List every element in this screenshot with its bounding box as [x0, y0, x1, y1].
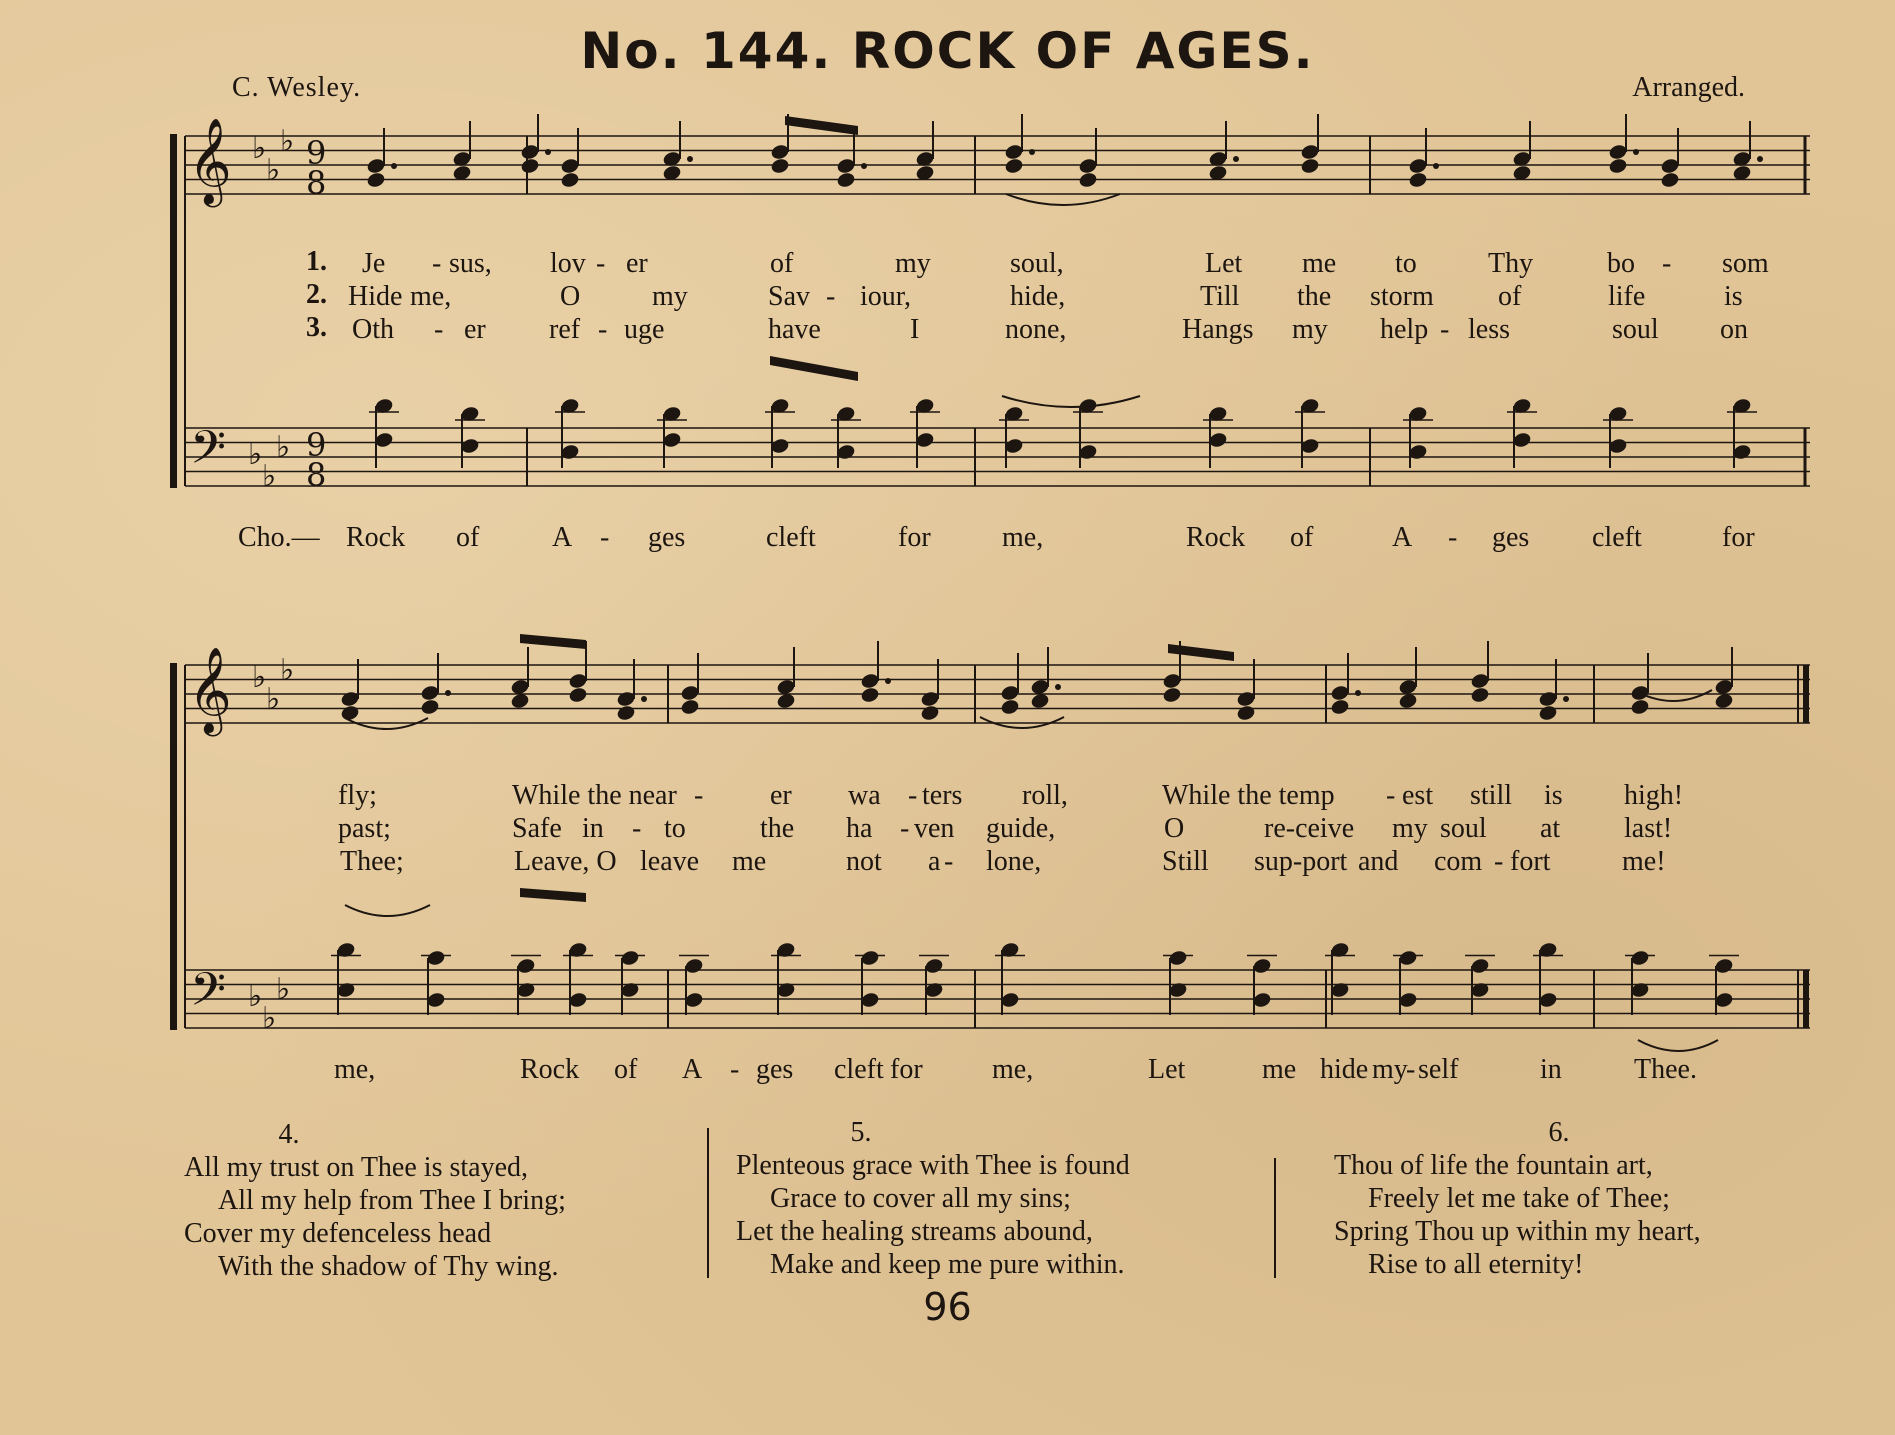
lyric-syllable: have: [768, 314, 821, 345]
note-head: [1408, 171, 1428, 189]
lyric-syllable: past;: [338, 813, 391, 844]
lyric-syllable: sus,: [449, 248, 492, 279]
note-head: [1630, 698, 1650, 716]
verse-number: 2.: [306, 279, 327, 310]
tie-slur: [1002, 396, 1140, 407]
lyric-syllable: -: [694, 780, 704, 811]
lyric-syllable: ges: [648, 522, 686, 553]
lyric-syllable: Hide: [348, 281, 403, 312]
note-head: [1300, 157, 1320, 175]
stanza-line: All my help from Thee I bring;: [218, 1185, 566, 1216]
lyric-syllable: -: [1662, 248, 1672, 279]
bass-clef-icon: 𝄢: [190, 963, 227, 1028]
flat-icon: ♭: [280, 653, 295, 688]
lyric-syllable: lov: [550, 248, 586, 279]
stanza-divider: [1274, 1158, 1276, 1278]
tie-slur: [1006, 194, 1120, 205]
lyric-line: [0, 813, 1895, 847]
lyric-line: [0, 522, 1895, 556]
tie-slur: [1638, 1040, 1718, 1051]
time-signature-denominator: 8: [306, 164, 327, 202]
augmentation-dot: [1029, 149, 1035, 155]
lyric-syllable: Till: [1200, 281, 1240, 312]
lyric-syllable: of: [456, 522, 480, 553]
lyric-syllable: storm: [1370, 281, 1434, 312]
lyric-syllable: ha: [846, 813, 873, 844]
lyric-syllable: ven: [914, 813, 955, 844]
lyric-syllable: is: [1724, 281, 1743, 312]
augmentation-dot: [1355, 690, 1361, 696]
lyric-syllable: Leave, O: [514, 846, 617, 877]
note-beam: [520, 634, 586, 649]
augmentation-dot: [1633, 149, 1639, 155]
lyric-syllable: me,: [334, 1054, 376, 1085]
stanza-line: Rise to all eternity!: [1368, 1249, 1584, 1280]
lyric-syllable: last!: [1624, 813, 1673, 844]
lyric-syllable: -: [632, 813, 642, 844]
lyric-syllable: com: [1434, 846, 1483, 877]
note-head: [520, 157, 540, 175]
lyric-syllable: me,: [410, 281, 452, 312]
lyric-syllable: re-ceive: [1264, 813, 1355, 844]
lyric-syllable: O: [1164, 813, 1185, 844]
lyric-syllable: is: [1544, 780, 1563, 811]
lyric-syllable: high!: [1624, 780, 1684, 811]
lyric-syllable: soul: [1612, 314, 1659, 345]
lyric-line: [0, 248, 1895, 282]
lyric-syllable: I: [910, 314, 920, 345]
stanza-number: 5.: [850, 1117, 872, 1148]
lyric-syllable: Hangs: [1182, 314, 1254, 345]
lyric-syllable: bo: [1607, 248, 1635, 279]
lyric-syllable: help: [1380, 314, 1429, 345]
flat-icon: ♭: [262, 1001, 277, 1036]
augmentation-dot: [687, 156, 693, 162]
lyric-syllable: -: [730, 1054, 740, 1085]
lyric-line: [0, 846, 1895, 880]
lyric-syllable: none,: [1005, 314, 1067, 345]
final-barline: [1803, 665, 1809, 723]
note-head: [860, 686, 880, 704]
lyric-syllable: Let: [1148, 1054, 1186, 1085]
lyric-syllable: Sav: [768, 281, 810, 312]
note-head: [420, 698, 440, 716]
lyric-syllable: my: [1372, 1054, 1408, 1085]
note-head: [836, 171, 856, 189]
lyric-syllable: of: [1290, 522, 1314, 553]
stanza-number: 4.: [278, 1119, 300, 1150]
note-head: [366, 171, 386, 189]
lyric-syllable: Rock: [520, 1054, 580, 1085]
note-head: [920, 704, 940, 722]
lyric-syllable: and: [1358, 846, 1399, 877]
arranger-credit: Arranged.: [1632, 72, 1745, 103]
lyric-syllable: at: [1540, 813, 1561, 844]
note-head: [340, 704, 360, 722]
lyric-syllable: A: [1392, 522, 1413, 553]
augmentation-dot: [1757, 156, 1763, 162]
augmentation-dot: [545, 149, 551, 155]
lyric-syllable: soul,: [1010, 248, 1064, 279]
lyric-syllable: er: [770, 780, 792, 811]
flat-icon: ♭: [280, 124, 295, 159]
note-head: [568, 686, 588, 704]
lyric-syllable: -: [900, 813, 910, 844]
lyric-syllable: the: [760, 813, 795, 844]
note-head: [1330, 698, 1350, 716]
bass-clef-icon: 𝄢: [190, 421, 227, 486]
lyric-syllable: -: [944, 846, 954, 877]
augmentation-dot: [1233, 156, 1239, 162]
lyric-syllable: for: [890, 1054, 923, 1085]
stanza-line: Spring Thou up within my heart,: [1334, 1216, 1701, 1247]
lyric-syllable: er: [626, 248, 648, 279]
lyric-syllable: cleft: [834, 1054, 884, 1085]
hymn-title: No. 144. ROCK OF AGES.: [580, 22, 1315, 80]
lyric-syllable: O: [560, 281, 581, 312]
lyric-syllable: Thee.: [1634, 1054, 1697, 1085]
lyric-syllable: -: [1494, 846, 1504, 877]
note-head: [1236, 704, 1256, 722]
lyric-syllable: Still: [1162, 846, 1209, 877]
lyric-syllable: er: [464, 314, 486, 345]
time-signature-denominator: 8: [306, 456, 327, 494]
lyric-syllable: not: [846, 846, 882, 877]
final-barline: [1803, 970, 1809, 1028]
lyric-syllable: -: [908, 780, 918, 811]
lyric-syllable: Thee;: [340, 846, 404, 877]
flat-icon: ♭: [266, 682, 281, 717]
note-head: [560, 171, 580, 189]
verse-number: 3.: [306, 312, 327, 343]
lyric-syllable: guide,: [986, 813, 1056, 844]
note-head: [1004, 157, 1024, 175]
lyric-syllable: -: [600, 522, 610, 553]
lyric-syllable: in: [582, 813, 604, 844]
lyric-syllable: of: [614, 1054, 638, 1085]
lyric-syllable: Let: [1205, 248, 1243, 279]
treble-clef-icon: 𝄞: [188, 647, 232, 733]
augmentation-dot: [445, 690, 451, 696]
time-signature-numerator: 9: [306, 426, 327, 464]
note-head: [1660, 171, 1680, 189]
lyric-syllable: Thy: [1488, 248, 1534, 279]
lyric-syllable: ters: [922, 780, 963, 811]
lyric-syllable: A: [682, 1054, 703, 1085]
lyric-syllable: life: [1608, 281, 1646, 312]
lyric-syllable: me: [1302, 248, 1337, 279]
lyric-syllable: Oth: [352, 314, 394, 345]
stanza-5: [736, 1116, 1130, 1281]
lyric-syllable: me,: [1002, 522, 1044, 553]
augmentation-dot: [1055, 684, 1061, 690]
note-beam: [1168, 644, 1234, 661]
author-credit: C. Wesley.: [232, 72, 362, 103]
lyric-syllable: While the temp: [1162, 780, 1335, 811]
lyric-syllable: in: [1540, 1054, 1562, 1085]
flat-icon: ♭: [252, 660, 267, 695]
note-head: [770, 157, 790, 175]
lyric-syllable: self: [1418, 1054, 1459, 1085]
lyric-syllable: my: [1292, 314, 1328, 345]
lyric-syllable: cleft: [766, 522, 816, 553]
lyric-syllable: -: [826, 281, 836, 312]
augmentation-dot: [1433, 163, 1439, 169]
lyric-syllable: leave: [640, 846, 700, 877]
lyric-syllable: me: [1262, 1054, 1297, 1085]
lyric-line: [0, 1054, 1895, 1088]
note-head: [1538, 704, 1558, 722]
chorus-label: Cho.—: [238, 522, 320, 553]
lyric-syllable: the: [1297, 281, 1332, 312]
stanza-line: Freely let me take of Thee;: [1368, 1183, 1670, 1214]
lyric-syllable: -: [434, 314, 444, 345]
note-beam: [770, 356, 858, 381]
note-head: [1000, 698, 1020, 716]
stanza-line: Cover my defenceless head: [184, 1218, 492, 1249]
augmentation-dot: [391, 163, 397, 169]
page-number: 96: [923, 1285, 972, 1329]
stanza-line: All my trust on Thee is stayed,: [184, 1152, 528, 1183]
lyric-syllable: A: [552, 522, 573, 553]
lyric-syllable: less: [1468, 314, 1510, 345]
note-head: [1162, 686, 1182, 704]
stanza-number: 6.: [1548, 1117, 1570, 1148]
lyric-syllable: hide: [1320, 1054, 1369, 1085]
treble-clef-icon: 𝄞: [188, 118, 232, 204]
lyric-syllable: of: [770, 248, 794, 279]
lyric-syllable: my: [1392, 813, 1428, 844]
lyric-syllable: of: [1498, 281, 1522, 312]
lyric-syllable: -: [1448, 522, 1458, 553]
flat-icon: ♭: [276, 972, 291, 1007]
lyric-syllable: -: [1440, 314, 1450, 345]
lyric-syllable: to: [1395, 248, 1417, 279]
lyric-syllable: me: [732, 846, 767, 877]
lyric-syllable: est: [1402, 780, 1434, 811]
augmentation-dot: [1563, 696, 1569, 702]
lyric-syllable: ges: [756, 1054, 794, 1085]
stanza-line: Let the healing streams abound,: [736, 1216, 1093, 1247]
verse-number: 1.: [306, 246, 327, 277]
flat-icon: ♭: [266, 153, 281, 188]
flat-icon: ♭: [262, 459, 277, 494]
lyric-syllable: soul: [1440, 813, 1487, 844]
tie-slur: [345, 905, 430, 916]
lyric-syllable: for: [898, 522, 931, 553]
lyric-syllable: on: [1720, 314, 1748, 345]
augmentation-dot: [885, 678, 891, 684]
note-head: [616, 704, 636, 722]
lyric-line: [0, 780, 1895, 814]
lyric-syllable: me,: [992, 1054, 1034, 1085]
lyric-syllable: Je: [362, 248, 386, 279]
lyric-syllable: -: [598, 314, 608, 345]
note-head: [1470, 686, 1490, 704]
lyric-syllable: -: [1406, 1054, 1416, 1085]
lyric-syllable: ges: [1492, 522, 1530, 553]
lyric-syllable: hide,: [1010, 281, 1066, 312]
stanza-line: Plenteous grace with Thee is found: [736, 1150, 1130, 1181]
lyric-syllable: my: [895, 248, 931, 279]
lyric-syllable: for: [1722, 522, 1755, 553]
lyric-syllable: iour,: [860, 281, 911, 312]
lyric-syllable: ref: [549, 314, 581, 345]
time-signature-numerator: 9: [306, 134, 327, 172]
note-head: [1078, 171, 1098, 189]
note-head: [680, 698, 700, 716]
lyric-syllable: Safe: [512, 813, 562, 844]
lyric-syllable: to: [664, 813, 686, 844]
lyric-syllable: Rock: [1186, 522, 1246, 553]
stanza-line: With the shadow of Thy wing.: [218, 1251, 559, 1282]
stanza-4: [184, 1118, 566, 1283]
flat-icon: ♭: [248, 979, 263, 1014]
note-head: [1608, 157, 1628, 175]
lyric-syllable: -: [432, 248, 442, 279]
lyric-syllable: -: [1386, 780, 1396, 811]
lyric-syllable: lone,: [986, 846, 1042, 877]
flat-icon: ♭: [252, 131, 267, 166]
stanza-divider: [707, 1128, 709, 1278]
lyric-syllable: -: [596, 248, 606, 279]
stanza-line: Grace to cover all my sins;: [770, 1183, 1071, 1214]
lyric-syllable: While the near: [512, 780, 677, 811]
lyric-line: [0, 314, 1895, 348]
note-beam: [520, 888, 586, 902]
lyric-syllable: fort: [1510, 846, 1551, 877]
lyric-syllable: wa: [848, 780, 881, 811]
lyric-syllable: a: [928, 846, 941, 877]
lyric-syllable: still: [1470, 780, 1513, 811]
lyric-syllable: cleft: [1592, 522, 1642, 553]
lyric-line: [0, 281, 1895, 315]
lyric-syllable: roll,: [1022, 780, 1068, 811]
stanza-line: Make and keep me pure within.: [770, 1249, 1125, 1280]
augmentation-dot: [641, 696, 647, 702]
lyric-syllable: me!: [1622, 846, 1666, 877]
stanza-6: [1334, 1116, 1784, 1281]
lyric-syllable: uge: [624, 314, 665, 345]
augmentation-dot: [861, 163, 867, 169]
lyric-syllable: Rock: [346, 522, 406, 553]
lyric-syllable: my: [652, 281, 688, 312]
stanza-line: Thou of life the fountain art,: [1334, 1150, 1653, 1181]
note-beam: [785, 116, 858, 135]
lyric-syllable: sup-port: [1254, 846, 1348, 877]
flat-icon: ♭: [276, 430, 291, 465]
lyric-syllable: som: [1722, 248, 1769, 279]
lyric-syllable: fly;: [338, 780, 377, 811]
flat-icon: ♭: [248, 437, 263, 472]
